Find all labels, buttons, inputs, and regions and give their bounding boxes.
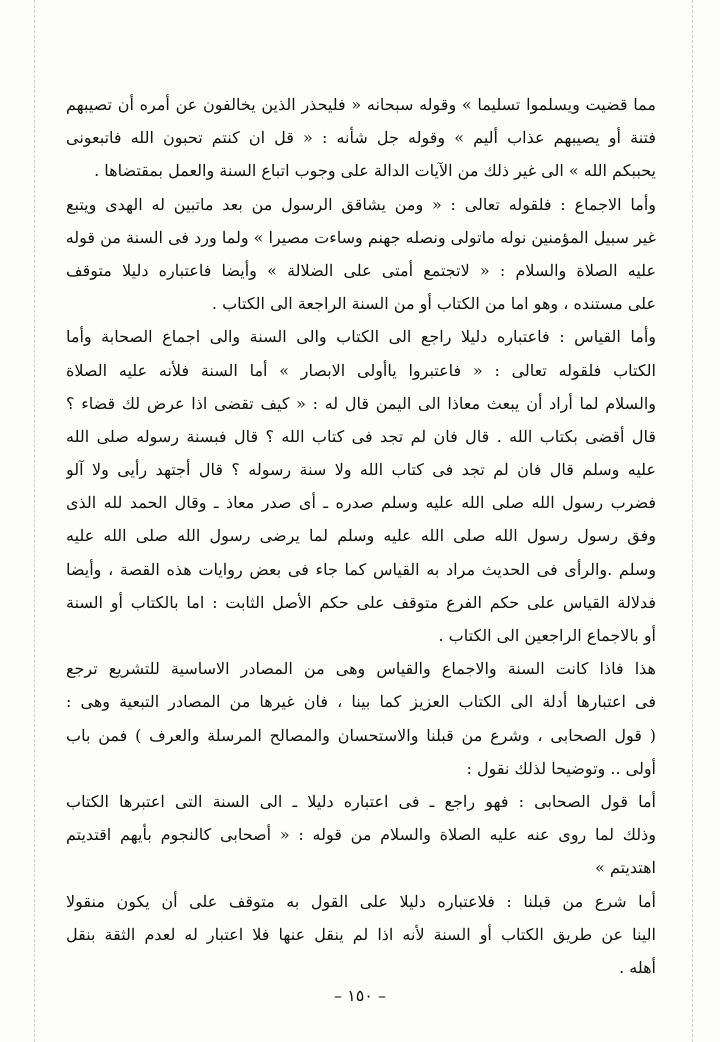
text-line: الكتاب فلقوله تعالى : « فاعتبروا ياأولى الابصار » أما السنة فلأنه عليه الصلاة [66,360,656,380]
text-line: فدلالة القياس على حكم الفرع متوقف على حكم الأصل الثابت : اما بالكتاب أو السنة [66,592,656,612]
text-line: عليه وسلم قال فان لم تجد فى كتاب الله ولا سنة رسوله ؟ قال أجتهد رأيى ولا آلو [66,460,656,480]
text-line: اهتديتم » [595,858,656,878]
text-line: غير سبيل المؤمنين نوله ماتولى ونصله جهنم وساءت مصيرا » ولما ورد فى السنة من قوله [66,227,656,247]
text-line: فضرب رسول الله صلى الله عليه وسلم صدره ـ أى صدر معاذ ـ وقال الحمد لله الذى [66,493,656,513]
text-line: عليه الصلاة والسلام : « لاتجتمع أمتى على الضلالة » وأيضا فاعتباره دليلا متوقف [66,260,656,280]
text-line: أولى .. وتوضيحا لذلك نقول : [466,758,656,778]
right-margin-line [692,0,693,1042]
text-line: قال أقضى بكتاب الله . قال فان لم تجد فى كتاب الله ؟ قال فبسنة رسوله صلى الله [66,426,656,446]
text-line: على مستنده ، وهو اما من الكتاب أو من السنة الراجعة الى الكتاب . [211,294,656,314]
text-line: وأما الاجماع : فلقوله تعالى : « ومن يشاقق الرسول من بعد ماتبين له الهدى ويتبع [66,194,656,214]
text-line: أو بالاجماع الراجعين الى الكتاب . [438,626,656,645]
text-line: أما شرع من قبلنا : فلاعتباره دليلا على القول به متوقف على أن يكون منقولا [66,891,656,911]
text-line: فى اعتبارها أدلة الى الكتاب العزيز كما بينا ، فان غيرها من المصادر التبعية وهى : [66,692,656,712]
text-line: والسلام لما أراد أن يبعث معاذا الى اليمن قال له : « كيف تقضى اذا عرض لك قضاء ؟ [66,393,656,413]
body-text [66,88,656,984]
text-line: وذلك لما روى عنه عليه الصلاة والسلام من قوله : « أصحابى كالنجوم بأيهم اقتديتم [66,825,656,845]
text-line: فتنة أو يصيبهم عذاب أليم » وقوله جل شأنه : « قل ان كنتم تحبون الله فاتبعونى [66,128,656,148]
text-line: وفق رسول رسول الله صلى الله عليه وسلم لما يرضى رسول الله صلى الله عليه [66,526,656,546]
text-line: الينا عن طريق الكتاب أو السنة لأنه اذا لم ينقل عنها فلا اعتبار له لعدم الثقة بنقل [66,924,656,944]
text-line: أهله . [619,957,656,977]
text-line: ( قول الصحابى ، وشرع من قبلنا والاستحسان والمصالح المرسلة والعرف ) فمن باب [66,725,656,745]
text-line: وأما القياس : فاعتباره دليلا راجع الى الكتاب والى السنة والى اجماع الصحابة وأما [66,327,656,347]
text-line: هذا فاذا كانت السنة والاجماع والقياس وهى من المصادر الاساسية للتشريع ترجع [66,659,656,679]
text-line: وسلم .والرأى فى الحديث مراد به القياس كما جاء فى بعض روايات هذه القصة ، وأيضا [66,559,656,579]
text-line: مما قضيت ويسلموا تسليما » وقوله سبحانه « فليحذر الذين يخالفون عن أمره أن تصيبهم [66,95,656,114]
text-line: أما قول الصحابى : فهو راجع ـ فى اعتباره دليلا ـ الى السنة التى اعتبرها الكتاب [66,791,656,811]
left-margin-line [34,0,35,1042]
page-number: – ١٥٠ – [334,986,386,1005]
text-line: يحببكم الله » الى غير ذلك من الآيات الدالة على وجوب اتباع السنة والعمل بمقتضاها . [94,161,656,181]
